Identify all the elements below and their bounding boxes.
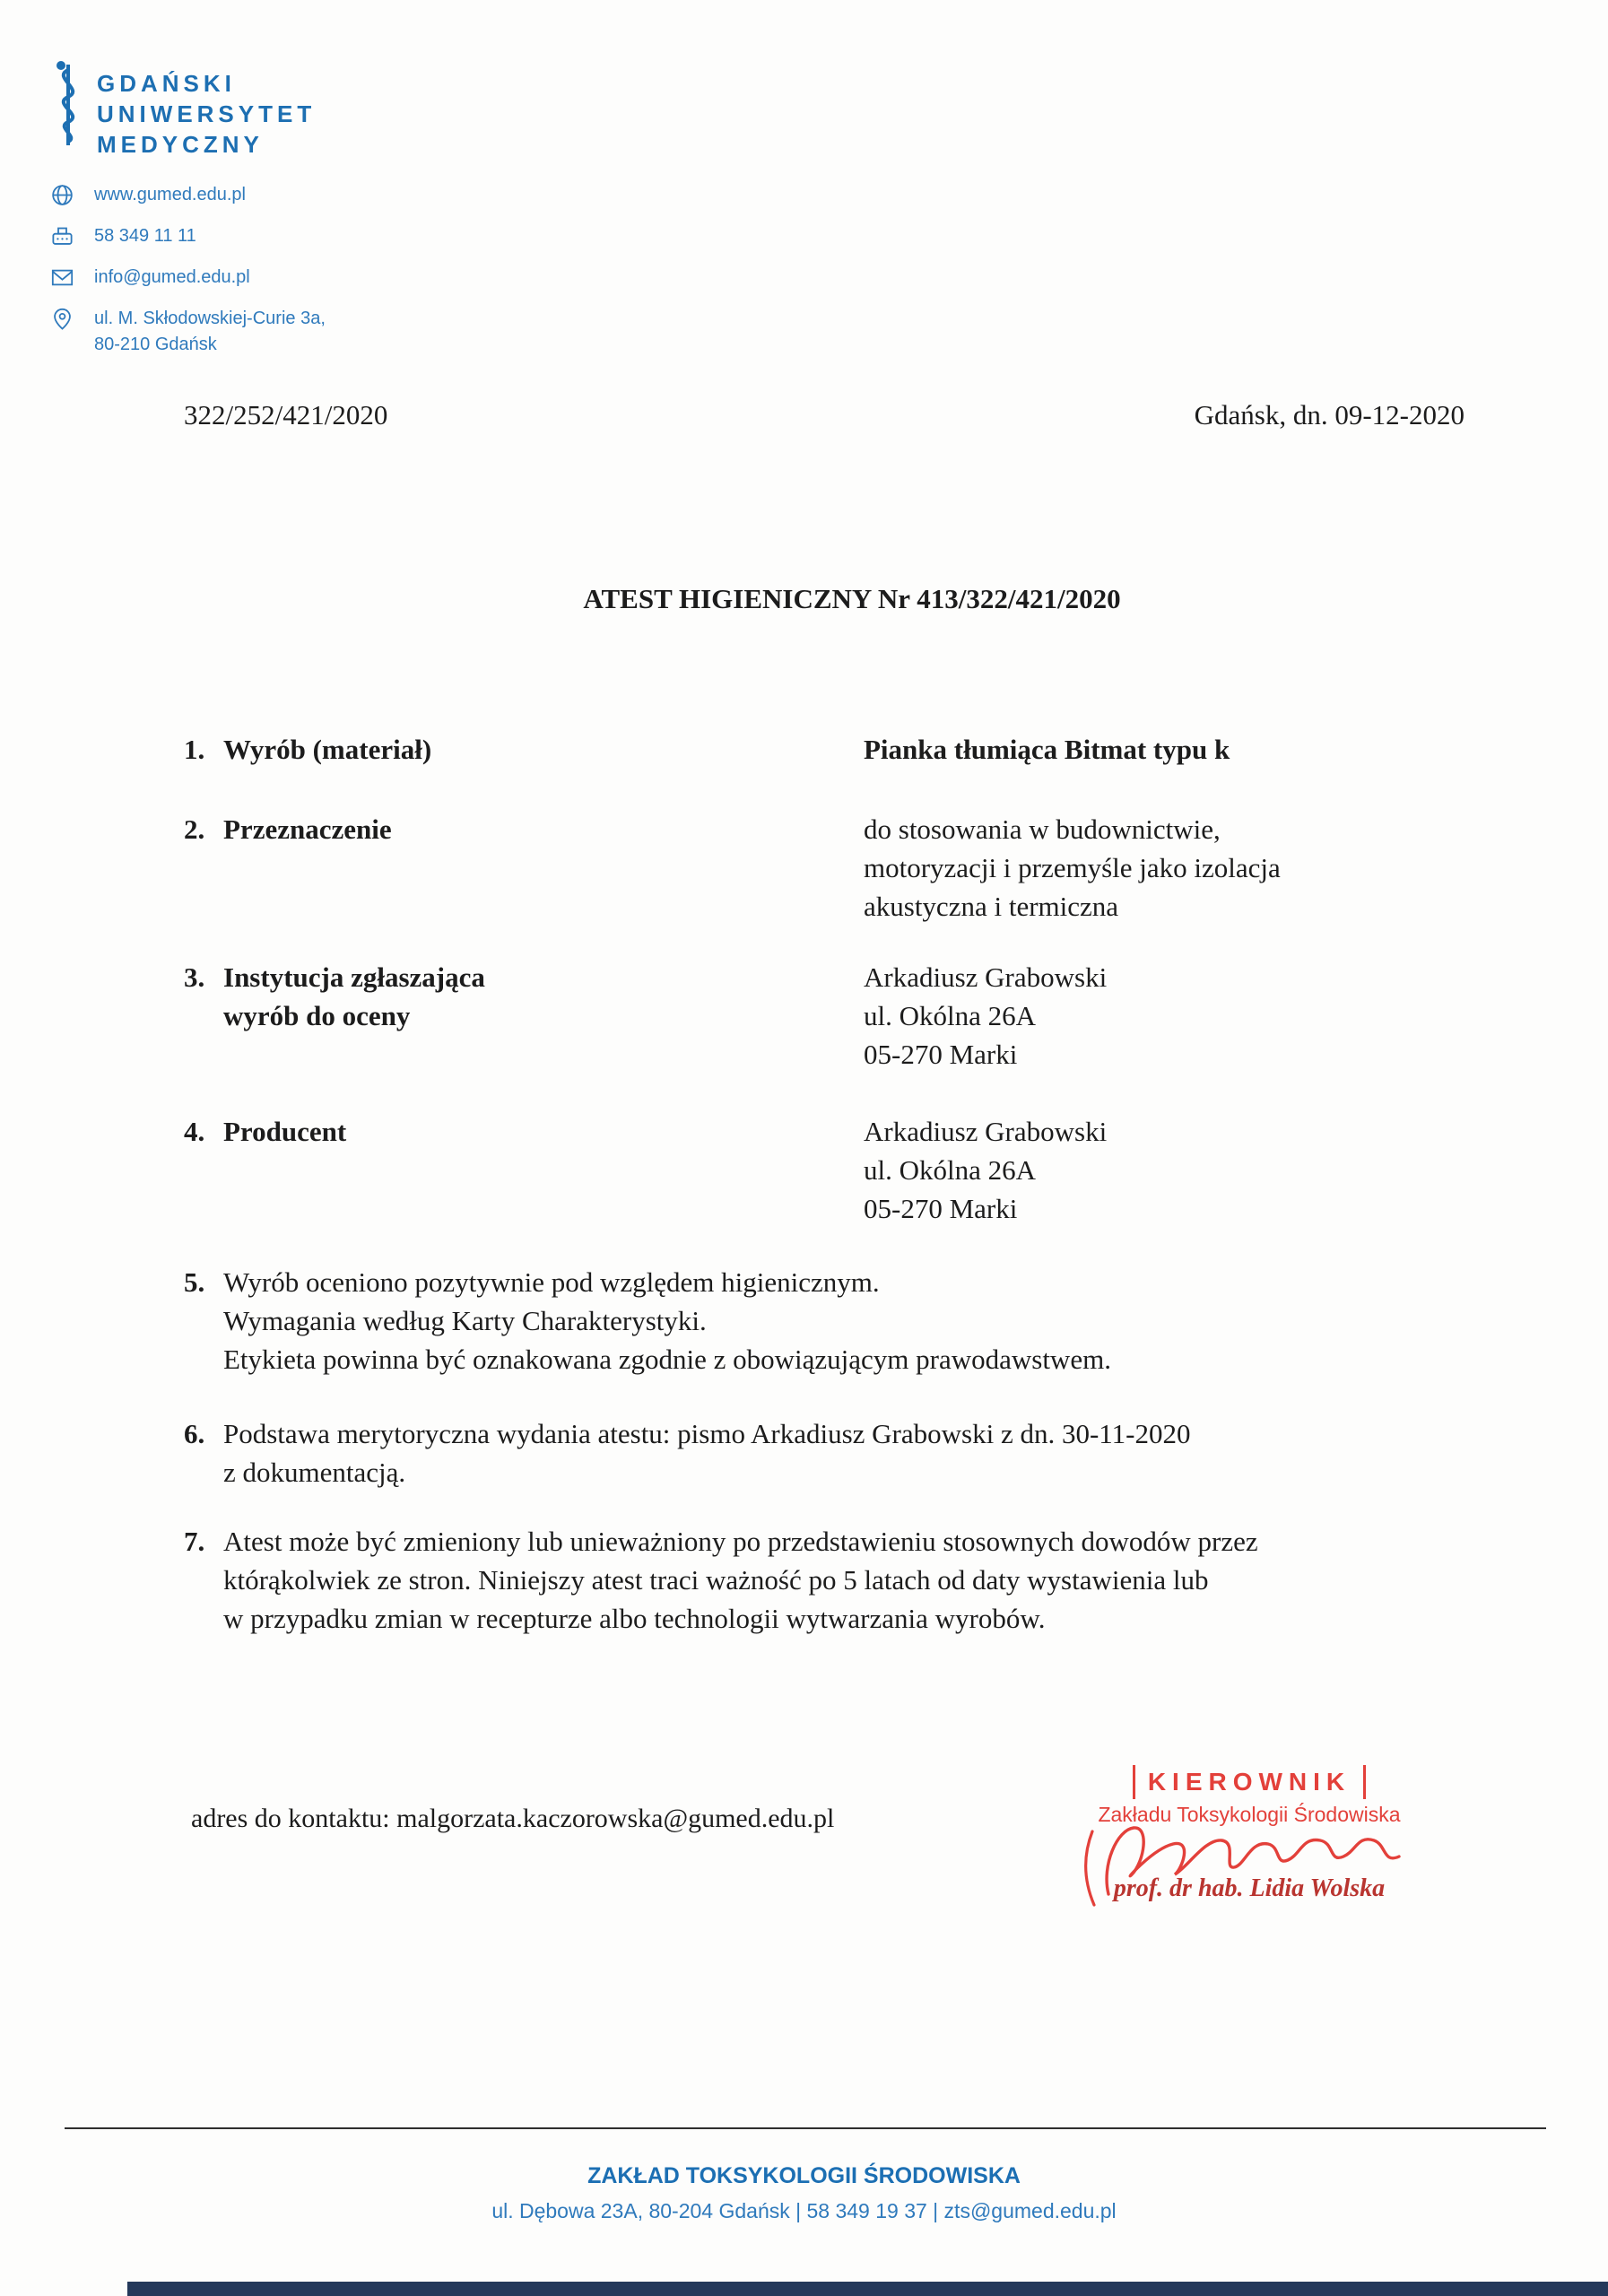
phone-text: 58 349 11 11: [94, 226, 196, 246]
item-6-line2: z dokumentacją.: [223, 1457, 406, 1488]
footer-department: ZAKŁAD TOKSYKOLOGII ŚRODOWISKA: [587, 2163, 1021, 2188]
item-5-line3: Etykieta powinna być oznakowana zgodnie z obowiązującym prawodawstwem.: [223, 1344, 1111, 1375]
item-3-number: 3.: [184, 961, 205, 993]
item-4-number: 4.: [184, 1116, 205, 1147]
footer-divider: [65, 2127, 1546, 2129]
university-name-line3: MEDYCZNY: [97, 131, 264, 158]
item-4-label: Producent: [223, 1116, 347, 1147]
item-7-number: 7.: [184, 1526, 205, 1557]
item-3-value-line1: Arkadiusz Grabowski: [864, 961, 1108, 993]
address-row: [50, 306, 326, 358]
certificate-title: ATEST HIGIENICZNY Nr 413/322/421/2020: [583, 583, 1121, 614]
item-4-value-line2: ul. Okólna 26A: [864, 1154, 1037, 1186]
item-4-value-line3: 05-270 Marki: [864, 1193, 1018, 1224]
footer-address: ul. Dębowa 23A, 80-204 Gdańsk | 58 349 19 37 | zts@gumed.edu.pl: [491, 2199, 1117, 2222]
item-3-value-line3: 05-270 Marki: [864, 1039, 1018, 1070]
item-7-line3: w przypadku zmian w recepturze albo technologii wytwarzania wyrobów.: [223, 1603, 1046, 1634]
item-2-value-line3: akustyczna i termiczna: [864, 891, 1119, 922]
website-row: [50, 182, 246, 208]
stamp-role-text: KIEROWNIK: [1147, 1768, 1352, 1796]
phone-row: [50, 223, 196, 249]
item-2-number: 2.: [184, 813, 205, 845]
item-2-value-line1: do stosowania w budownictwie,: [864, 813, 1221, 845]
email-text: info@gumed.edu.pl: [94, 267, 250, 287]
item-7-line2: którąkolwiek ze stron. Niniejszy atest traci ważność po 5 latach od daty wystawienia lub: [223, 1564, 1209, 1596]
contact-email-line: adres do kontaktu: malgorzata.kaczorowska@gumed.edu.pl: [191, 1804, 835, 1833]
item-5-line1: Wyrób oceniono pozytywnie pod względem higienicznym.: [223, 1266, 880, 1298]
item-5-line2: Wymagania według Karty Charakterystyki.: [223, 1305, 707, 1336]
location-pin-icon: [50, 307, 74, 331]
item-5-number: 5.: [184, 1266, 205, 1298]
item-1-value: Pianka tłumiąca Bitmat typu k: [864, 734, 1230, 765]
reference-number: 322/252/421/2020: [184, 399, 388, 430]
footer-bottom-bar: [127, 2282, 1608, 2296]
item-1-label: Wyrób (materiał): [223, 734, 432, 765]
item-3-value-line2: ul. Okólna 26A: [864, 1000, 1037, 1031]
stamp-role: [1065, 1765, 1433, 1799]
stamp-left-bar: [1133, 1765, 1135, 1799]
item-6-line1: Podstawa merytoryczna wydania atestu: pismo Arkadiusz Grabowski z dn. 30-11-2020: [223, 1418, 1191, 1449]
item-2-value-line2: motoryzacji i przemyśle jako izolacja: [864, 852, 1281, 883]
stamp-right-bar: [1363, 1765, 1366, 1799]
item-3-label-line1: Instytucja zgłaszająca: [223, 961, 485, 993]
website-text: www.gumed.edu.pl: [94, 185, 246, 204]
item-2-label: Przeznaczenie: [223, 813, 392, 845]
address-text: [94, 306, 326, 358]
email-row: [50, 265, 250, 291]
gumed-logo-icon: [47, 57, 90, 149]
globe-icon: [50, 183, 74, 207]
stamp-unit: Zakładu Toksykologii Środowiska: [1098, 1803, 1401, 1826]
item-1-number: 1.: [184, 734, 205, 765]
signer-name: prof. dr hab. Lidia Wolska: [1113, 1874, 1386, 1902]
fax-icon: [50, 224, 74, 248]
address-line2: 80-210 Gdańsk: [94, 335, 217, 354]
envelope-icon: [50, 265, 74, 290]
university-name: [97, 68, 316, 160]
item-4-value-line1: Arkadiusz Grabowski: [864, 1116, 1108, 1147]
item-7-line1: Atest może być zmieniony lub unieważniony po przedstawieniu stosownych dowodów przez: [223, 1526, 1258, 1557]
approval-stamp: [1065, 1765, 1433, 1940]
place-and-date: Gdańsk, dn. 09-12-2020: [1194, 399, 1465, 430]
university-name-line2: UNIWERSYTET: [97, 100, 317, 127]
address-line1: ul. M. Skłodowskiej-Curie 3a,: [94, 309, 326, 328]
item-3-label-line2: wyrób do oceny: [223, 1000, 411, 1031]
university-name-line1: GDAŃSKI: [97, 70, 236, 97]
item-6-number: 6.: [184, 1418, 205, 1449]
